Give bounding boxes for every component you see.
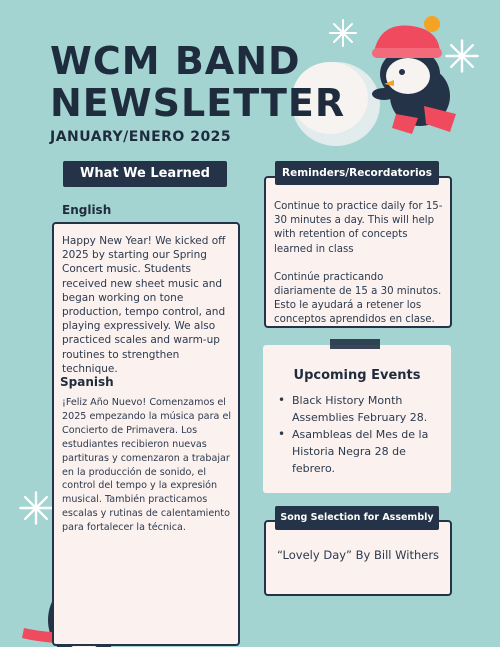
penguin-illustration [360, 14, 470, 142]
reminders-heading: Reminders/Recordatorios [275, 161, 439, 185]
reminders-text [274, 200, 444, 328]
snowflake-icon [18, 488, 54, 528]
english-label: English [62, 203, 112, 217]
newsletter-title [50, 40, 345, 124]
events-heading: Upcoming Events [293, 368, 421, 383]
newsletter-date: JANUARY/ENERO 2025 [50, 129, 232, 145]
spanish-paragraph: ¡Feliz Año Nuevo! Comenzamos el 2025 empezando la música para el Concierto de Primavera. Los estudiantes recibieron nuevas partituras y comenzaron a trabajar en la producción de sonido, el control del tempo y la expresión musical. También practicamos escalas y rutinas de calentamiento para fortalecer la técnica. [62, 397, 232, 534]
event-item: • Asambleas del Mes de la Historia Negra 28 de febrero. [276, 426, 448, 477]
tape-decoration [330, 339, 380, 349]
learned-heading: What We Learned [63, 161, 227, 187]
reminders-english: Continue to practice daily for 15-30 minutes a day. This will help with retention of concepts learned in class [274, 201, 443, 255]
reminders-spanish: Continúe practicando diariamente de 15 a 30 minutos. Esto le ayudará a retener los conceptos aprendidos en clase. [274, 271, 442, 326]
event-item: • Black History Month Assemblies February 28. [276, 392, 448, 426]
song-heading: Song Selection for Assembly [275, 506, 439, 530]
title-line-2: NEWSLETTER [50, 81, 346, 125]
english-paragraph: Happy New Year! We kicked off 2025 by starting our Spring Concert music. Students received new sheet music and began working on tone production, tempo control, and playing expressively. We also practiced scales and warm-up routines to strengthen technique. [62, 235, 226, 375]
title-line-1: WCM BAND [50, 39, 301, 83]
song-title: “Lovely Day” By Bill Withers [276, 548, 440, 562]
spanish-label: Spanish [60, 375, 114, 389]
events-list [276, 392, 448, 477]
